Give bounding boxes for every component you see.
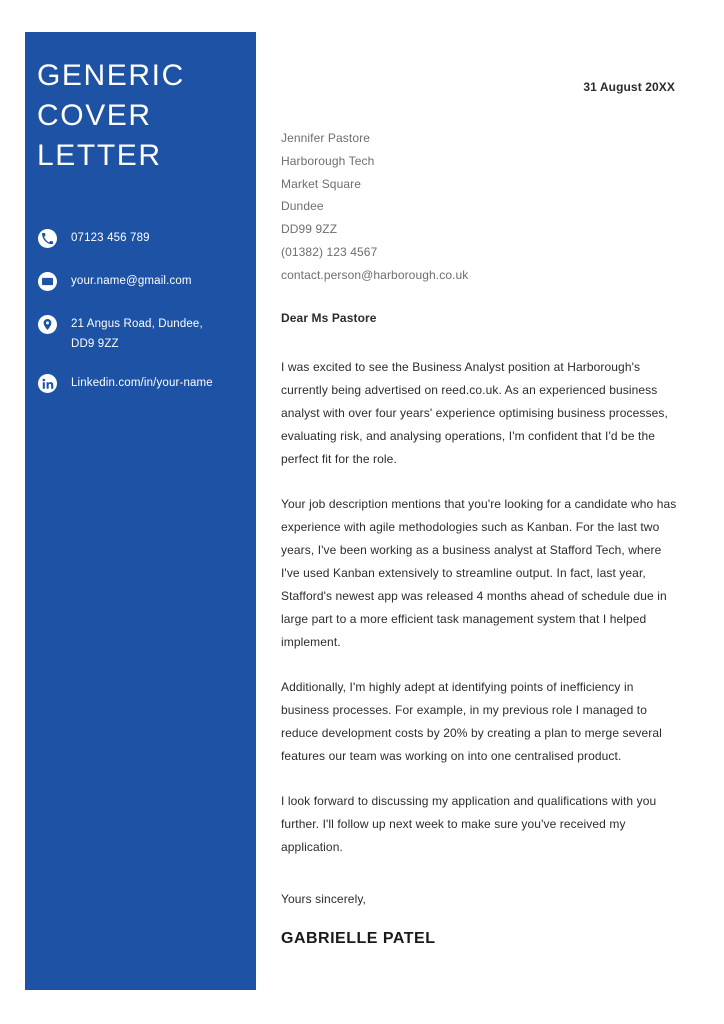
closing-salutation: Yours sincerely, — [281, 892, 366, 906]
linkedin-icon — [38, 374, 57, 393]
contact-address-text — [71, 314, 203, 354]
page-title — [37, 56, 247, 176]
body-paragraph-3: Additionally, I'm highly adept at identifying points of inefficiency in business processes. For example, in my previous role I managed to reduce development costs by 20% by creating a plan to merge several features our team was working on into one centralised product. — [281, 680, 662, 763]
letter-body — [281, 356, 677, 881]
sidebar — [25, 32, 256, 990]
contact-linkedin-text[interactable] — [71, 373, 213, 393]
recipient-email: contact.person@harborough.co.uk — [281, 267, 469, 282]
body-paragraph-4: I look forward to discussing my application and qualifications with you further. I'll follow up next week to make sure you've received my application. — [281, 794, 657, 854]
contact-item-email — [38, 271, 256, 295]
body-paragraph-2: Your job description mentions that you're looking for a candidate who has experience with agile methodologies such as Kanban. For the last two years, I've been working as a business analyst at Stafford Tech, where I've used Kanban extensively to streamline output. In fact, last year, Stafford's newest app was released 4 months ahead of schedule due in large part to a more efficient task management system that I helped implement. — [281, 497, 677, 649]
contact-email-line-1: your.name@gmail.com — [71, 275, 192, 287]
page-title-line-3: LETTER — [37, 139, 162, 172]
recipient-street: Market Square — [281, 176, 362, 191]
recipient-phone: (01382) 123 4567 — [281, 244, 378, 259]
contact-email-text — [71, 271, 192, 291]
letter-date: 31 August 20XX — [583, 80, 675, 94]
phone-icon — [38, 229, 57, 248]
signature-name: GABRIELLE PATEL — [281, 930, 436, 947]
contact-phone-text — [71, 228, 150, 248]
location-pin-icon — [38, 315, 57, 334]
salutation: Dear Ms Pastore — [281, 311, 377, 325]
contact-item-linkedin[interactable] — [38, 373, 256, 397]
contact-phone-line-1: 07123 456 789 — [71, 232, 150, 244]
recipient-city: Dundee — [281, 199, 324, 214]
recipient-name: Jennifer Pastore — [281, 131, 370, 145]
contact-linkedin-line-1: Linkedin.com/in/your-name — [71, 377, 213, 389]
recipient-address-block — [281, 127, 671, 287]
contact-item-phone — [38, 228, 256, 252]
contact-list — [38, 228, 256, 416]
contact-address-line-2: DD9 9ZZ — [71, 338, 119, 350]
page-title-line-1: GENERIC — [37, 59, 185, 92]
contact-address-line-1: 21 Angus Road, Dundee, — [71, 318, 203, 330]
body-paragraph-1: I was excited to see the Business Analyst position at Harborough's currently being advertised on reed.co.uk. As an experienced business analyst with over four years' experience optimising business processes, evaluating risk, and analysing operations, I'm confident that I'd be the perfect fit for the role. — [281, 360, 668, 466]
recipient-company: Harborough Tech — [281, 153, 375, 168]
contact-item-address — [38, 314, 256, 354]
email-icon — [38, 272, 57, 291]
recipient-postcode: DD99 9ZZ — [281, 222, 338, 237]
page-title-line-2: COVER — [37, 99, 152, 132]
